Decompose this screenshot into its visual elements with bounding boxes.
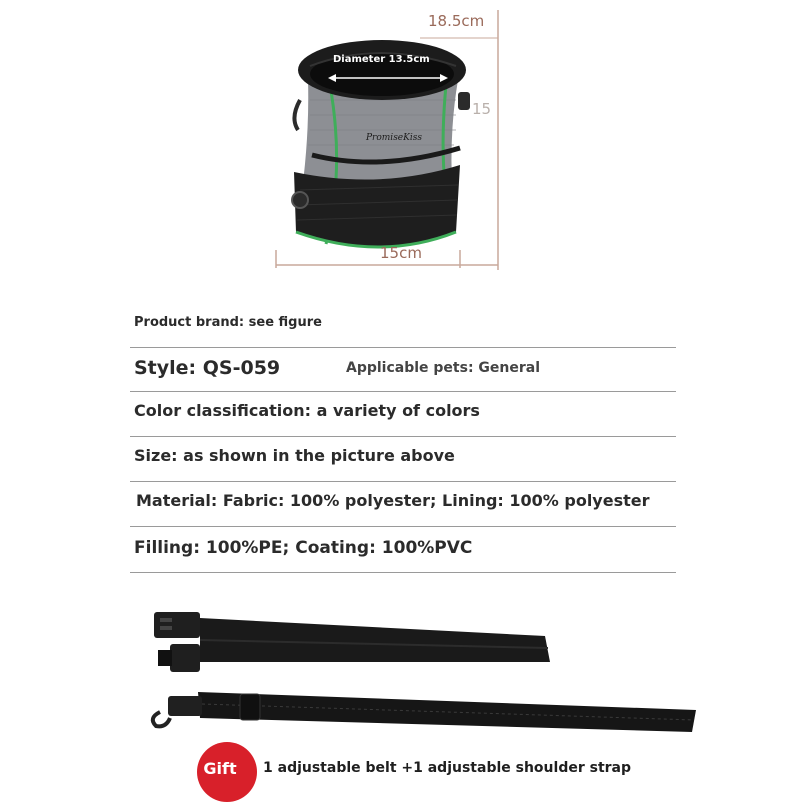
top-width-label: 18.5cm (428, 12, 485, 30)
divider (130, 481, 676, 482)
gift-badge (197, 742, 257, 802)
pets-spec: Applicable pets: General (346, 360, 541, 376)
divider (130, 347, 676, 348)
filling-spec: Filling: 100%PE; Coating: 100%PVC (134, 538, 473, 558)
divider (130, 572, 676, 573)
style-spec: Style: QS-059 (134, 357, 281, 379)
straps-figure (140, 600, 700, 740)
belt-and-strap-image (140, 600, 700, 740)
divider (130, 391, 676, 392)
bottom-width-label: 15cm (380, 244, 422, 262)
divider (130, 436, 676, 437)
divider (130, 526, 676, 527)
brand-spec: Product brand: see figure (134, 315, 322, 330)
diameter-label: Diameter 13.5cm (333, 54, 430, 65)
color-spec: Color classification: a variety of colors (134, 401, 480, 420)
gift-text: 1 adjustable belt +1 adjustable shoulder strap (263, 760, 632, 776)
brand-logo-text: PromiseKiss (366, 133, 422, 143)
product-figure (270, 0, 510, 280)
height-label: 15 (472, 100, 492, 118)
gift-badge-label: Gift (203, 758, 237, 778)
material-spec: Material: Fabric: 100% polyester; Lining: 100% polyester (136, 491, 650, 510)
size-spec: Size: as shown in the picture above (134, 446, 455, 465)
